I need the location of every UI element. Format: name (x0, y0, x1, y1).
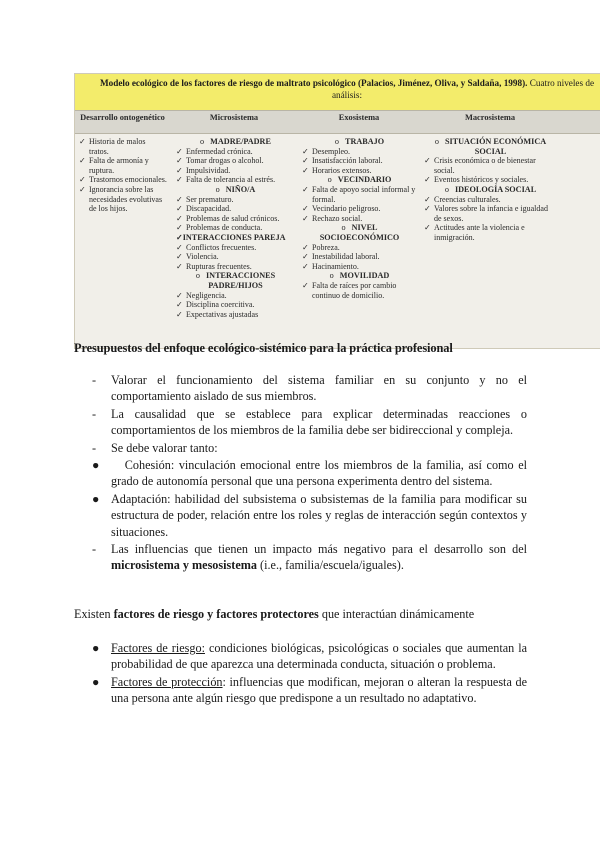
subheading-text: TRABAJO (344, 137, 385, 146)
subheading-text: IDEOLOGÍA SOCIAL (454, 184, 537, 194)
term-underlined: Factores de riesgo: (111, 641, 205, 655)
check-icon: ✓ (176, 290, 183, 300)
list-item (92, 372, 527, 405)
list-item-text: Eventos históricos y sociales. (434, 175, 529, 185)
list-item-text: La causalidad que se establece para explicar determinadas reacciones o comportamientos de los miembros de la familia debe ser bidireccional y compleja. (111, 406, 527, 438)
list-item-text: Valores sobre la infancia e igualdad de sexos. (434, 204, 548, 223)
list-item (424, 175, 557, 185)
subheading-text: VECINDARIO (337, 175, 392, 185)
dash-marker: - (92, 406, 97, 421)
list-item-text: Rupturas frecuentes. (186, 261, 252, 271)
list-item-text: Crisis económica o de bienestar social. (434, 156, 536, 175)
list-item (302, 185, 417, 204)
check-icon: ✓ (424, 223, 431, 233)
list-item (424, 156, 557, 175)
subheading-interacciones-pareja (176, 233, 295, 243)
check-icon: ✓ (176, 213, 183, 223)
paragraph-text: Existen (74, 607, 114, 621)
list-item-text: Cohesión: vinculación emocional entre los miembros de la familia, así como el grado de autonomía personal que una persona experimenta dentro del sistema. (111, 458, 531, 489)
list-item-text: Falta de armonía y ruptura. (89, 156, 149, 175)
list-item-text: Discapacidad. (186, 204, 232, 214)
list-item-text: Hacinamiento. (312, 261, 359, 271)
header-microsistema: Microsistema (209, 113, 259, 122)
list-item-text: Actitudes ante la violencia e inmigración. (434, 223, 525, 242)
presupuestos-list (92, 372, 531, 575)
check-icon: ✓ (302, 204, 309, 214)
check-icon: ✓ (302, 242, 309, 252)
list-item (92, 440, 527, 456)
dash-marker: - (92, 373, 97, 387)
list-item (79, 156, 167, 175)
subheading-text: NIVEL SOCIOECONÓMICO (319, 223, 400, 242)
check-icon: ✓ (424, 156, 431, 166)
list-item (302, 281, 417, 300)
list-item-text: Vecindario peligroso. (312, 204, 381, 214)
list-item (302, 252, 417, 262)
section-heading: Presupuestos del enfoque ecológico-sistémico para la práctica profesional (74, 341, 453, 355)
circle-bullet-icon: o (434, 137, 439, 146)
list-item (302, 166, 417, 176)
list-item (92, 457, 531, 490)
list-item (176, 243, 295, 253)
check-icon: ✓ (176, 309, 183, 319)
list-item-text: condiciones biológicas, psicológicas o sociales que aumentan la probabilidad de que aparezca una determinada conducta, situación o problema. (111, 641, 527, 672)
column-macrosistema (420, 137, 560, 319)
list-item-text: Desempleo. (312, 146, 350, 156)
subheading-text: INTERACCIONES PADRE/HIJOS (205, 271, 276, 290)
bold-text: microsistema y mesosistema (111, 558, 257, 573)
dash-marker: - (92, 542, 97, 557)
circle-bullet-icon: o (215, 184, 220, 194)
list-item (302, 243, 417, 253)
check-icon: ✓ (176, 204, 183, 214)
subheading-interacciones-padre-hijos (176, 271, 295, 290)
list-item (176, 175, 295, 185)
list-item (302, 262, 417, 272)
column-desarrollo (75, 137, 170, 319)
risk-factors-table-figure (74, 73, 600, 349)
bullet-dot-icon: ● (92, 491, 100, 506)
list-item-text: Falta de tolerancia al estrés. (186, 175, 276, 185)
subheading-ideologia-social (424, 185, 557, 195)
list-item-text: Negligencia. (186, 290, 227, 300)
circle-bullet-icon: o (329, 271, 334, 281)
check-icon: ✓ (176, 242, 183, 252)
list-item (176, 147, 295, 157)
list-item (92, 491, 527, 540)
check-icon: ✓ (176, 252, 183, 262)
figure-title-rest: Cuatro niveles de análisis: (331, 78, 595, 100)
check-icon: ✓ (302, 156, 309, 166)
figure-title (75, 74, 600, 110)
list-item (79, 175, 167, 185)
list-item-text: Conflictos frecuentes. (186, 242, 257, 252)
check-icon: ✓ (302, 165, 309, 175)
list-item (424, 195, 557, 205)
circle-bullet-icon: o (341, 223, 346, 233)
subheading-text: INTERACCIONES PAREJA (182, 232, 286, 242)
circle-bullet-icon: o (444, 184, 449, 194)
list-item (302, 204, 417, 214)
check-icon: ✓ (424, 175, 431, 185)
check-icon: ✓ (79, 156, 86, 166)
list-item (176, 291, 295, 301)
subheading-text: MADRE/PADRE (210, 137, 271, 146)
list-item (176, 310, 295, 320)
circle-bullet-icon: o (200, 137, 205, 146)
subheading-text: NIÑO/A (225, 184, 256, 194)
list-item (176, 204, 295, 214)
check-icon: ✓ (176, 175, 183, 185)
list-item-text: Pobreza. (312, 242, 340, 252)
list-item (176, 156, 295, 166)
list-item-text: Violencia. (186, 252, 219, 262)
list-item (176, 195, 295, 205)
list-item-text: Falta de apoyo social informal y formal. (312, 184, 416, 204)
figure-title-bold: Modelo ecológico de los factores de riesgo de maltrato psicológico (Palacios, Jiménez, Oliva, y Saldaña, 1998). (99, 78, 528, 88)
check-icon: ✓ (79, 184, 86, 194)
check-icon: ✓ (176, 156, 183, 166)
list-item-text: Horarios extensos. (312, 165, 372, 175)
figure-header-row (75, 110, 600, 134)
subheading-vecindario (302, 175, 417, 185)
subheading-text: MOVILIDAD (339, 271, 390, 281)
list-item-text: Se debe valorar tanto: (111, 440, 218, 455)
dash-marker: - (92, 440, 97, 455)
column-exosistema (298, 137, 420, 319)
list-item-text: Ignorancia sobre las necesidades evolutivas de los hijos. (89, 184, 163, 214)
list-item (302, 156, 417, 166)
column-microsistema (170, 137, 298, 319)
subheading-nino (176, 185, 295, 195)
header-desarrollo: Desarrollo ontogenético (80, 113, 165, 122)
list-item-text: Historia de malos tratos. (89, 137, 146, 156)
check-icon: ✓ (424, 194, 431, 204)
check-icon: ✓ (302, 184, 309, 194)
term-underlined: Factores de protección (111, 674, 223, 689)
list-item (92, 640, 527, 673)
list-item-text: Enfermedad crónica. (186, 146, 253, 156)
check-icon: ✓ (176, 223, 183, 233)
check-icon: ✓ (302, 146, 309, 156)
check-icon: ✓ (424, 204, 431, 214)
list-item (302, 147, 417, 157)
list-item (176, 252, 295, 262)
circle-bullet-icon: o (334, 137, 339, 146)
list-item (92, 541, 527, 574)
list-item-text: Inestabilidad laboral. (312, 252, 380, 262)
check-icon: ✓ (302, 261, 309, 271)
list-item-text: Rechazo social. (312, 213, 363, 223)
subheading-nivel-socioeconomico (302, 223, 417, 242)
subheading-madre-padre (176, 137, 295, 147)
list-item-text: Falta de raíces por cambio continuo de domicilio. (312, 280, 397, 300)
check-icon: ✓ (79, 175, 86, 185)
list-item (92, 406, 527, 439)
check-icon: ✓ (176, 146, 183, 156)
list-item-text: Problemas de conducta. (186, 223, 263, 233)
paragraph-text: que interactúan dinámicamente (318, 607, 475, 621)
factores-list (92, 640, 527, 708)
bullet-dot-icon: ● (92, 641, 100, 655)
list-item (176, 166, 295, 176)
list-item-text: Adaptación: habilidad del subsistema o subsistemas de la familia para modificar su estructura de poder, relación entre los roles y reglas de interacción según contextos y situaciones. (111, 491, 527, 539)
bullet-dot-icon: ● (92, 674, 100, 689)
check-icon: ✓ (176, 300, 183, 310)
circle-bullet-icon: o (327, 175, 332, 185)
list-item-text: Las influencias que tienen un impacto más negativo para el desarrollo son del (111, 542, 527, 557)
subheading-trabajo (302, 137, 417, 147)
check-icon: ✓ (176, 165, 183, 175)
subheading-text: SITUACIÓN ECONÓMICA SOCIAL (444, 137, 547, 156)
check-icon: ✓ (79, 137, 86, 146)
list-item-text: : influencias que modifican, mejoran o alteran la respuesta de una persona ante algún riesgo que predispone a un resultado no adaptativo. (111, 674, 527, 706)
bullet-dot-icon: ● (92, 458, 100, 473)
list-item (424, 223, 557, 242)
list-item (176, 300, 295, 310)
list-item-text: Impulsividad. (186, 165, 231, 175)
list-item (302, 214, 417, 224)
check-icon: ✓ (302, 280, 309, 290)
list-item (92, 674, 527, 707)
check-icon: ✓ (302, 213, 309, 223)
subheading-situacion-economica (424, 137, 557, 156)
header-exosistema: Exosistema (338, 113, 380, 122)
list-item (176, 223, 295, 233)
figure-body (75, 134, 600, 319)
check-icon: ✓ (302, 252, 309, 262)
list-item-text: Expectativas ajustadas (186, 309, 259, 319)
list-item (176, 262, 295, 272)
circle-bullet-icon: o (195, 271, 200, 281)
bold-text: factores de riesgo y factores protectores (113, 607, 319, 621)
factores-paragraph (74, 607, 474, 622)
list-item-text: Creencias culturales. (434, 194, 501, 204)
check-icon: ✓ (176, 194, 183, 204)
check-icon: ✓ (176, 261, 183, 271)
list-item-text: (i.e., familia/escuela/iguales). (257, 558, 404, 573)
list-item (424, 204, 557, 223)
header-macrosistema: Macrosistema (464, 113, 516, 122)
list-item-text: Trastornos emocionales. (89, 175, 167, 185)
list-item-text: Problemas de salud crónicos. (186, 213, 280, 223)
list-item-text: Insatisfacción laboral. (312, 156, 383, 166)
list-item-text: Ser prematuro. (186, 194, 234, 204)
list-item-text: Tomar drogas o alcohol. (186, 156, 264, 166)
list-item (176, 214, 295, 224)
list-item (79, 137, 167, 156)
list-item-text: Valorar el funcionamiento del sistema familiar en su conjunto y no el comportamiento aislado de sus miembros. (111, 373, 527, 404)
list-item-text: Disciplina coercitiva. (186, 300, 255, 310)
list-item (79, 185, 167, 214)
subheading-movilidad (302, 271, 417, 281)
check-icon: ✓ (176, 232, 183, 242)
